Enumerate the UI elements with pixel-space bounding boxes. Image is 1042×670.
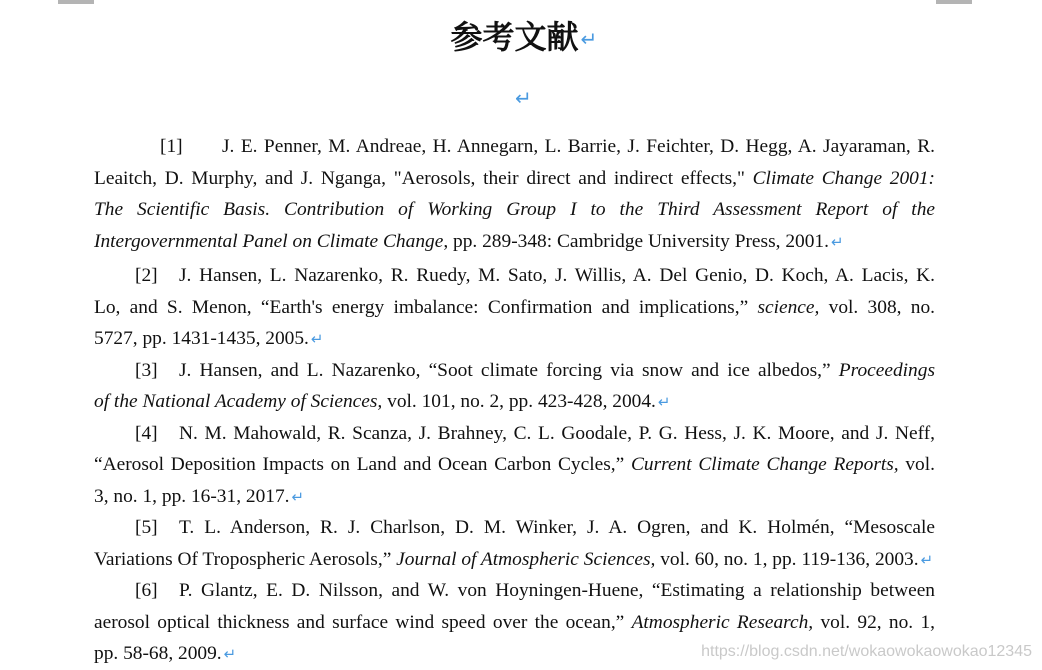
reference-number: [1] (160, 136, 183, 157)
reference-text: vol. 308, no. (819, 296, 935, 318)
reference-line (94, 260, 935, 292)
reference-text: J. Hansen, and L. Nazarenko, “Soot climate forcing via snow and ice albedos,” (179, 359, 839, 381)
paragraph-mark-icon: ↵ (515, 86, 532, 110)
reference-line (94, 323, 935, 355)
reference-list[interactable] (94, 131, 935, 670)
reference-source-text: Proceedings (838, 359, 935, 381)
reference-text: vol. 60, no. 1, pp. 119-136, 2003. (655, 548, 919, 570)
reference-text: 3, no. 1, pp. 16-31, 2017. (94, 485, 290, 507)
reference-text: T. L. Anderson, R. J. Charlson, D. M. Winker, J. A. Ogren, and K. Holmén, “Mesoscale (179, 517, 935, 538)
reference-text: N. M. Mahowald, R. Scanza, J. Brahney, C. L. Goodale, P. G. Hess, J. K. Moore, and J. Neff, (179, 422, 935, 444)
reference-number: [5] (135, 517, 158, 538)
paragraph-mark-icon: ↵ (223, 645, 237, 663)
reference-source-text: Current Climate Change Reports, (630, 454, 899, 475)
reference-line (94, 512, 935, 544)
watermark: https://blog.csdn.net/wokaowokaowokao12345 (701, 643, 1032, 660)
reference-line (94, 418, 935, 450)
reference-source-text: Journal of Atmospheric Sciences, (396, 548, 656, 570)
page-corner-mark-right (936, 0, 972, 4)
reference-source-text: Intergovernmental Panel on Climate Change (94, 230, 444, 252)
reference-text: J. Hansen, L. Nazarenko, R. Ruedy, M. Sato, J. Willis, A. Del Genio, D. Koch, A. Lacis, K. (179, 265, 935, 286)
reference-line (94, 481, 935, 513)
reference-number: [3] (135, 359, 158, 381)
reference-number: [2] (135, 265, 158, 286)
reference-entry (94, 131, 935, 257)
reference-text: vol. 101, no. 2, pp. 423-428, 2004. (382, 391, 656, 412)
reference-line (94, 292, 935, 324)
paragraph-mark-icon: ↵ (830, 232, 844, 251)
reference-text: “Aerosol Deposition Impacts on Land and Ocean Carbon Cycles,” (94, 454, 631, 475)
reference-source-text: Atmospheric Research, (631, 611, 814, 633)
reference-text: aerosol optical thickness and surface wind speed over the ocean,” (94, 611, 632, 633)
paragraph-mark-icon: ↵ (291, 487, 305, 506)
reference-text: vol. 92, no. 1, (813, 611, 935, 633)
reference-line (94, 386, 935, 418)
paragraph-mark-icon: ↵ (920, 550, 934, 569)
reference-line (94, 575, 935, 607)
reference-line (94, 355, 935, 387)
reference-text: , pp. 289-348: Cambridge University Press, 2001. (443, 230, 829, 252)
reference-source-text: Climate Change 2001: (752, 167, 936, 189)
paragraph-mark-icon: ↵ (310, 330, 324, 348)
reference-text: J. E. Penner, M. Andreae, H. Annegarn, L. Barrie, J. Feichter, D. Hegg, A. Jayaraman, R. (222, 136, 935, 157)
reference-line (94, 163, 935, 195)
reference-line (94, 131, 935, 163)
reference-line (94, 607, 935, 639)
reference-source-text: of the National Academy of Sciences, (94, 391, 383, 412)
reference-entry (94, 418, 935, 513)
reference-number: [6] (135, 580, 158, 601)
reference-text: pp. 58-68, 2009. (94, 643, 222, 664)
reference-text: Leaitch, D. Murphy, and J. Nganga, "Aerosols, their direct and indirect effects," (94, 167, 753, 189)
reference-source-text: science, (757, 296, 820, 318)
reference-source-text: The Scientific Basis. Contribution of Working Group I to the Third Assessment Report of the (94, 199, 935, 220)
reference-text: P. Glantz, E. D. Nilsson, and W. von Hoyningen-Huene, “Estimating a relationship between (179, 580, 935, 601)
paragraph-mark-icon: ↵ (580, 27, 598, 51)
reference-line (94, 449, 935, 481)
reference-number: [4] (135, 422, 158, 444)
reference-text: Lo, and S. Menon, “Earth's energy imbalance: Confirmation and implications,” (94, 296, 758, 318)
reference-entry (94, 512, 935, 575)
heading-paragraph (94, 17, 935, 57)
reference-text: vol. (898, 454, 935, 475)
reference-entry (94, 355, 935, 418)
page-title-text: 参考文献 (450, 18, 579, 56)
reference-entry (94, 260, 935, 355)
reference-text: 5727, pp. 1431-1435, 2005. (94, 328, 309, 349)
page-corner-mark-left (58, 0, 94, 4)
paragraph-mark-icon: ↵ (657, 393, 671, 411)
page-title (450, 17, 598, 57)
reference-line (94, 226, 935, 258)
reference-line (94, 194, 935, 226)
reference-text: Variations Of Tropospheric Aerosols,” (94, 548, 397, 570)
reference-line (94, 544, 935, 576)
